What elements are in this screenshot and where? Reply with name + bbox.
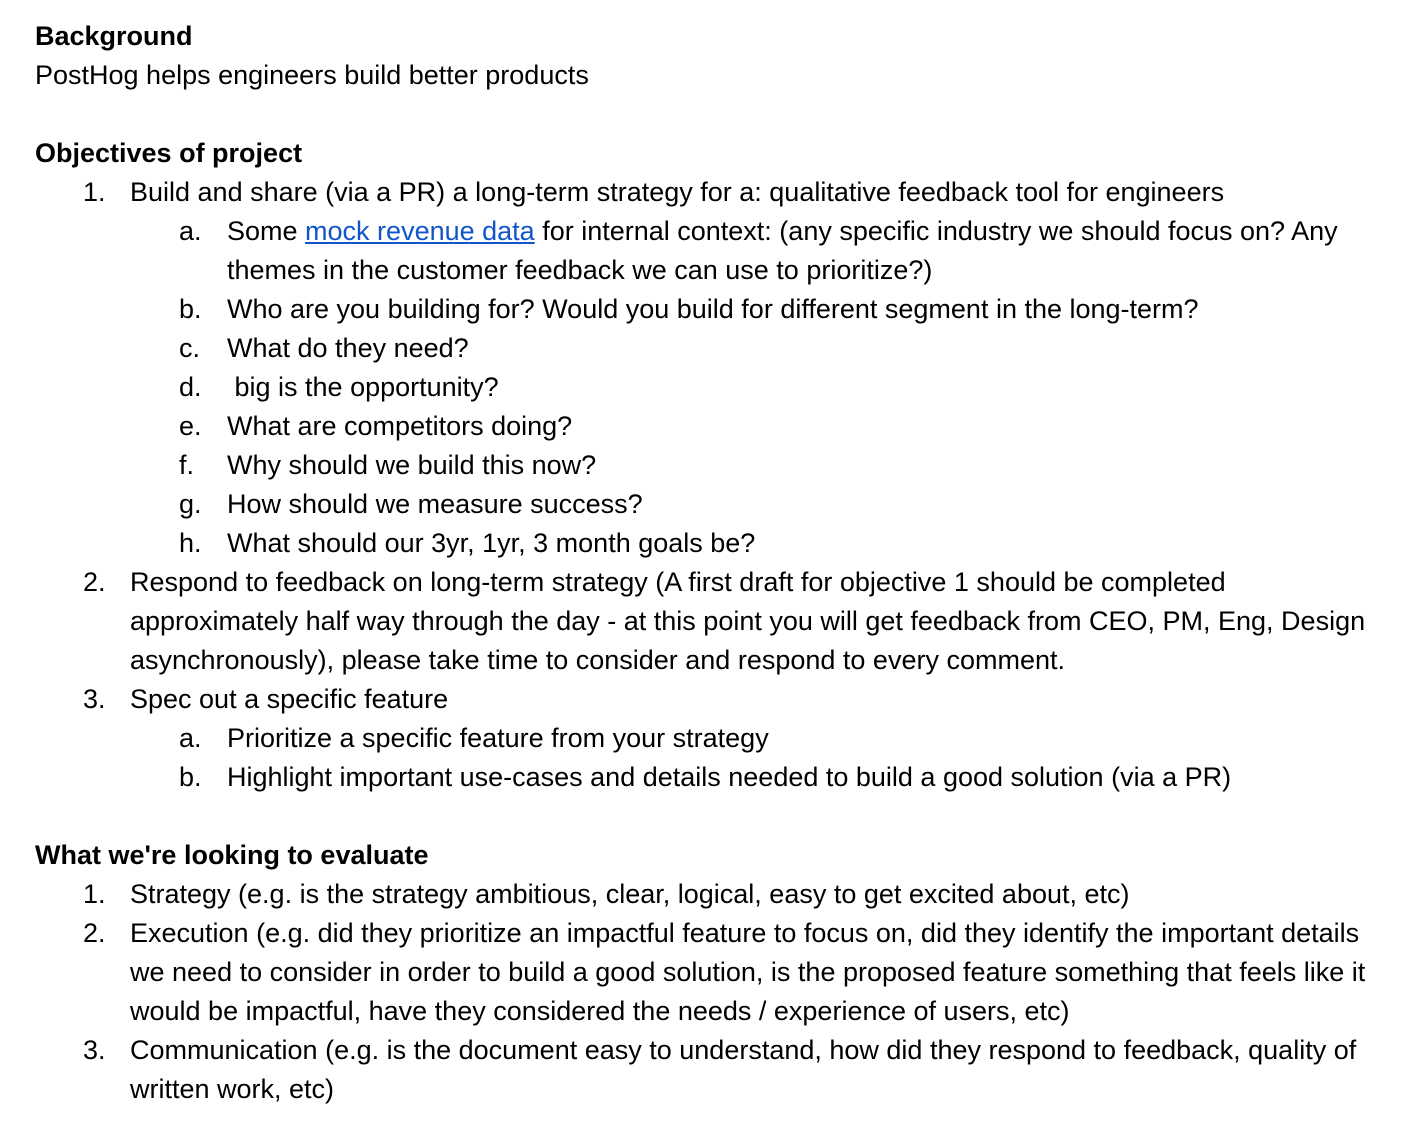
list-marker: a. <box>179 216 202 246</box>
spacer <box>35 95 1420 134</box>
list-item-text: Why should we build this now? <box>227 450 597 480</box>
list-marker: h. <box>179 528 202 558</box>
list-item <box>35 680 1420 719</box>
list-marker: c. <box>179 333 201 363</box>
list-item-text: What do they need? <box>227 333 469 363</box>
list-marker: b. <box>179 294 202 324</box>
list-item-text: Communication (e.g. is the document easy to understand, how did they respond to feedback, quality of written work, etc) <box>130 1035 1357 1104</box>
sub-list-item <box>35 719 1420 758</box>
list-marker: 3. <box>83 1035 106 1065</box>
list-marker: 1. <box>83 879 106 909</box>
list-item-text: Spec out a specific feature <box>130 684 449 714</box>
sub-list-item <box>35 407 1420 446</box>
sub-list-item <box>35 446 1420 485</box>
list-item-text: Strategy (e.g. is the strategy ambitious, clear, logical, easy to get excited about, etc) <box>130 879 1130 909</box>
list-marker: 1. <box>83 177 106 207</box>
list-item <box>35 173 1420 212</box>
list-item-text: What should our 3yr, 1yr, 3 month goals be? <box>227 528 756 558</box>
text-segment: Some <box>227 216 306 246</box>
spacer <box>35 797 1420 836</box>
list-marker: e. <box>179 411 202 441</box>
list-item <box>35 563 1420 680</box>
sub-list-item <box>35 485 1420 524</box>
evaluate-heading: What we're looking to evaluate <box>35 840 429 870</box>
list-marker: g. <box>179 489 202 519</box>
mock-revenue-data-link[interactable]: mock revenue data <box>305 216 535 246</box>
list-item <box>35 914 1420 1031</box>
list-item-text: Respond to feedback on long-term strategy (A first draft for objective 1 should be completed approximately half way through the day - at this point you will get feedback from CEO, PM, Eng, Design asynchronously), please take time to consider and respond to every comment. <box>130 567 1366 675</box>
background-heading: Background <box>35 21 193 51</box>
background-text: PostHog helps engineers build better products <box>35 60 589 90</box>
list-item-text: Who are you building for? Would you build for different segment in the long-term? <box>227 294 1199 324</box>
list-marker: a. <box>179 723 202 753</box>
sub-list-item <box>35 368 1420 407</box>
list-marker: b. <box>179 762 202 792</box>
sub-list-item <box>35 212 1420 290</box>
list-marker: f. <box>179 450 195 480</box>
text-segment: for internal context: (any specific industry we should focus on? Any themes in the customer feedback we can use to prioritize?) <box>227 216 1338 285</box>
list-item-text: Build and share (via a PR) a long-term strategy for a: qualitative feedback tool for engineers <box>130 177 1225 207</box>
sub-list-item <box>35 758 1420 797</box>
list-item-text: big is the opportunity? <box>227 372 499 402</box>
sub-list-item <box>35 290 1420 329</box>
list-marker: 2. <box>83 567 106 597</box>
sub-list-item <box>35 524 1420 563</box>
list-marker: 2. <box>83 918 106 948</box>
list-item-text: Highlight important use-cases and details needed to build a good solution (via a PR) <box>227 762 1232 792</box>
sub-list-item <box>35 329 1420 368</box>
list-marker: d. <box>179 372 202 402</box>
list-item-text <box>227 212 1387 290</box>
list-item-text: Prioritize a specific feature from your strategy <box>227 723 769 753</box>
list-item <box>35 875 1420 914</box>
list-marker: 3. <box>83 684 106 714</box>
list-item-text: What are competitors doing? <box>227 411 573 441</box>
list-item <box>35 1031 1420 1109</box>
list-item-text: Execution (e.g. did they prioritize an impactful feature to focus on, did they identify the important details we need to consider in order to build a good solution, is the proposed feature something that feels like it would be impactful, have they considered the needs / experience of users, etc) <box>130 918 1366 1026</box>
list-item-text: How should we measure success? <box>227 489 643 519</box>
objectives-heading: Objectives of project <box>35 138 303 168</box>
